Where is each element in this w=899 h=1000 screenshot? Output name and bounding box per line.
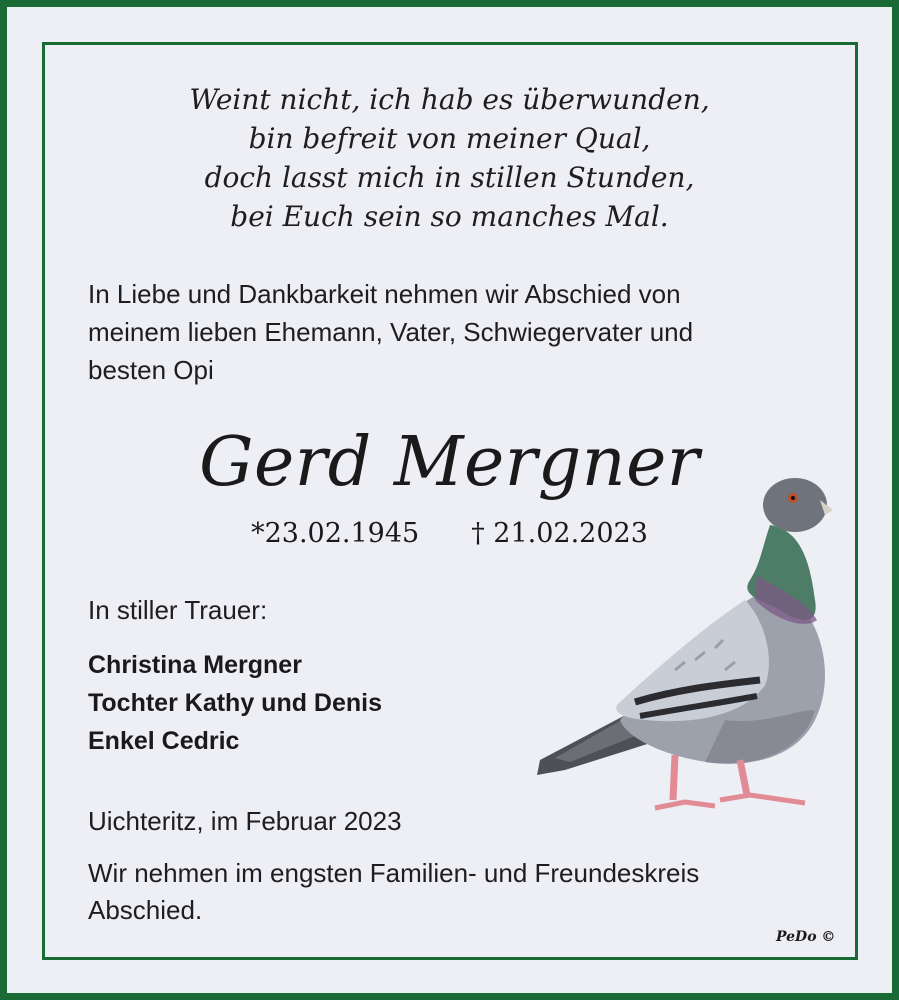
poem-line: doch lasst mich in stillen Stunden, xyxy=(204,161,695,194)
mourner-name: Enkel Cedric xyxy=(88,727,240,755)
poem-line: bin befreit von meiner Qual, xyxy=(248,122,651,155)
birth-date: *23.02.1945 xyxy=(251,518,420,549)
intro-line: besten Opi xyxy=(88,355,214,385)
intro-line: In Liebe und Dankbarkeit nehmen wir Abschied von xyxy=(88,279,681,309)
mourner-name: Tochter Kathy und Denis xyxy=(88,689,383,717)
farewell-note xyxy=(88,855,828,929)
mourner-name: Christina Mergner xyxy=(88,651,302,679)
deceased-name: Gerd Mergner xyxy=(199,423,700,502)
poem-line: Weint nicht, ich hab es überwunden, xyxy=(189,83,710,116)
pigeon-illustration xyxy=(525,470,845,830)
note-line: Wir nehmen im engsten Familien- und Freundeskreis xyxy=(88,858,700,888)
mourning-label: In stiller Trauer: xyxy=(88,595,268,625)
poem xyxy=(0,80,899,236)
intro-text xyxy=(88,275,808,389)
death-date: † 21.02.2023 xyxy=(471,518,648,549)
intro-line: meinem lieben Ehemann, Vater, Schwiegervater und xyxy=(88,317,694,347)
mourners-list xyxy=(88,646,382,760)
place-date: Uichteritz, im Februar 2023 xyxy=(88,806,402,836)
poem-line: bei Euch sein so manches Mal. xyxy=(230,200,669,233)
signature: PeDo © xyxy=(776,929,836,945)
note-line: Abschied. xyxy=(88,895,203,925)
